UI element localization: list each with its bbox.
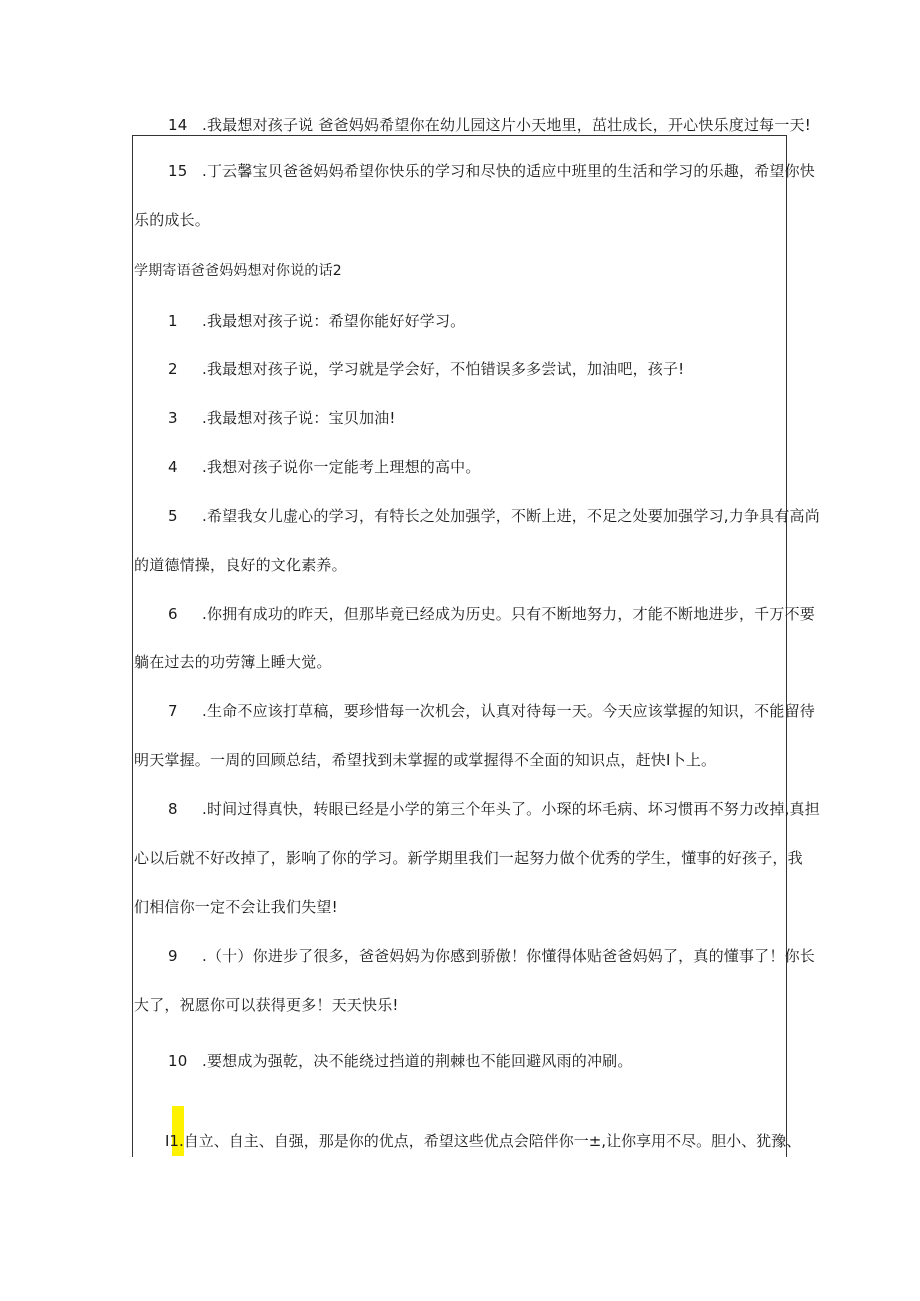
paragraph-6	[168, 603, 815, 625]
item-number: 1	[168, 312, 178, 330]
paragraph-1	[168, 310, 784, 332]
item-number: 4	[168, 458, 178, 476]
paragraph-2	[168, 358, 784, 380]
paragraph-8-continued-2	[134, 896, 784, 918]
paragraph-text: I1.自立、自主、自强，那是你的优点，希望这些优点会陪伴你一±,让你享用不尽。胆小、犹豫、	[165, 1132, 802, 1150]
item-number: 10	[168, 1052, 188, 1070]
item-number: 6	[168, 605, 178, 623]
paragraph-text: .我最想对孩子说：希望你能好好学习。	[202, 312, 466, 330]
paragraph-text: .你拥有成功的昨天，但那毕竟已经成为历史。只有不断地努力，才能不断地进步，千万不要	[202, 605, 815, 623]
section-heading	[134, 260, 784, 282]
paragraph-10	[168, 1050, 784, 1072]
item-number: 7	[168, 702, 178, 720]
paragraph-text: 心以后就不好改掉了，影响了你的学习。新学期里我们一起努力做个优秀的学生，懂事的好孩子，我	[134, 849, 803, 867]
paragraph-text: 们相信你一定不会让我们失望!	[134, 898, 338, 916]
paragraph-9-continued	[134, 994, 784, 1016]
paragraph-text: .丁云馨宝贝爸爸妈妈希望你快乐的学习和尽快的适应中班里的生活和学习的乐趣，希望你快	[202, 162, 815, 180]
item-number: 8	[168, 800, 178, 818]
paragraph-14	[168, 114, 811, 136]
paragraph-text: .希望我女儿虚心的学习，有特长之处加强学，不断上进，不足之处要加强学习,力争具有高尚	[202, 507, 820, 525]
paragraph-7-continued	[134, 749, 784, 771]
paragraph-11	[165, 1130, 802, 1152]
paragraph-text: .我最想对孩子说，学习就是学会好，不怕错误多多尝试，加油吧，孩子!	[202, 360, 685, 378]
item-number: 3	[168, 409, 178, 427]
paragraph-4	[168, 456, 784, 478]
paragraph-text: .要想成为强乾，决不能绕过挡道的荆棘也不能回避风雨的冲刷。	[202, 1052, 633, 1070]
paragraph-text: .生命不应该打草稿，要珍惜每一次机会，认真对待每一天。今天应该掌握的知识，不能留待	[202, 702, 815, 720]
paragraph-9	[168, 945, 815, 967]
paragraph-text: .（十）你进步了很多，爸爸妈妈为你感到骄傲！你懂得体贴爸爸妈妈了，真的懂事了！你长	[202, 947, 815, 965]
paragraph-text: .时间过得真快，转眼已经是小学的第三个年头了。小琛的坏毛病、坏习惯再不努力改掉,真担	[202, 800, 820, 818]
item-number: 9	[168, 947, 178, 965]
paragraph-text: .我最想对孩子说：宝贝加油!	[202, 409, 396, 427]
paragraph-6-continued	[134, 651, 784, 673]
paragraph-8	[168, 798, 820, 820]
heading-text: 学期寄语爸爸妈妈想对你说的话2	[134, 263, 342, 279]
paragraph-text: 乐的成长。	[134, 211, 211, 229]
frame-right-border	[786, 135, 787, 1157]
item-number: 2	[168, 360, 178, 378]
paragraph-15-continued	[134, 209, 784, 231]
paragraph-text: .我最想对孩子说 爸爸妈妈希望你在幼儿园这片小天地里，茁壮成长，开心快乐度过每一天!	[202, 116, 811, 134]
paragraph-text: 明天掌握。一周的回顾总结，希望找到未掌握的或掌握得不全面的知识点，赶快I卜上。	[134, 751, 717, 769]
paragraph-text: 躺在过去的功劳簿上睡大觉。	[134, 653, 332, 671]
frame-left-border	[132, 135, 133, 1157]
paragraph-3	[168, 407, 784, 429]
item-number: 14	[168, 116, 188, 134]
paragraph-text: 大了，祝愿你可以获得更多！天天快乐!	[134, 996, 399, 1014]
paragraph-5	[168, 505, 820, 527]
paragraph-5-continued	[134, 554, 784, 576]
paragraph-8-continued	[134, 847, 803, 869]
paragraph-text: 的道德情操，良好的文化素养。	[134, 556, 347, 574]
paragraph-7	[168, 700, 815, 722]
paragraph-15	[168, 160, 815, 182]
paragraph-text: .我想对孩子说你一定能考上理想的高中。	[202, 458, 481, 476]
item-number: 15	[168, 162, 188, 180]
item-number: 5	[168, 507, 178, 525]
